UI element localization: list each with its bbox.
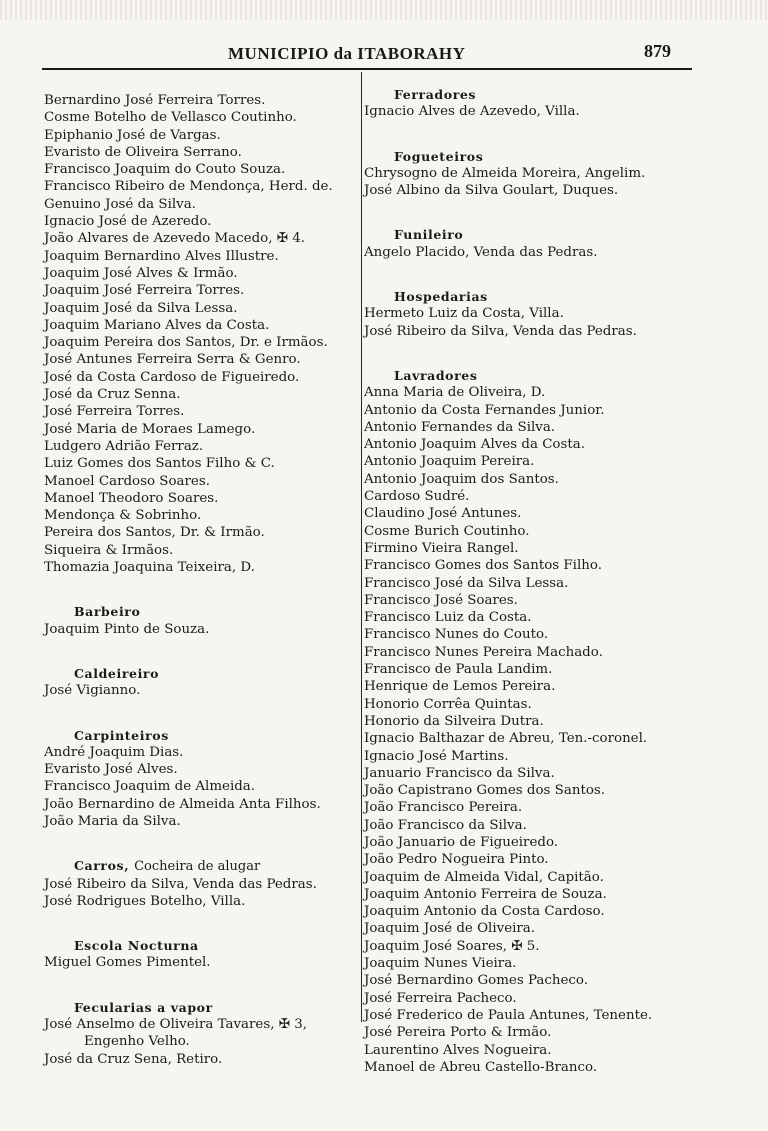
list-item: Claudino José Antunes. [364,506,522,522]
list-item: Hermeto Luiz da Costa, Villa. [364,306,564,322]
list-item: José Rodrigues Botelho, Villa. [44,893,246,909]
section-heading-fecularias: Fecularias a vapor [74,999,213,1015]
list-item-continuation: Engenho Velho. [84,1034,190,1050]
list-item: João Francisco da Silva. [364,817,527,833]
list-item: Honorio Corrêa Quintas. [364,696,532,712]
header-rule [42,68,692,70]
list-item: Angelo Placido, Venda das Pedras. [364,244,598,260]
list-item: Francisco Nunes do Couto. [364,627,549,643]
list-item: Siqueira & Irmãos. [44,542,174,558]
section-heading-carpinteiros: Carpinteiros [74,727,169,743]
list-item: Francisco de Paula Landim. [364,662,553,678]
list-item: José Ferreira Torres. [44,404,185,420]
list-item: Henrique de Lemos Pereira. [364,679,556,695]
list-item: José Bernardino Gomes Pacheco. [364,973,588,989]
list-item: Francisco José Soares. [364,592,518,608]
list-item: Joaquim Bernardino Alves Illustre. [44,248,279,264]
page-number: 879 [644,41,671,61]
list-item: Francisco Luiz da Costa. [364,610,532,626]
list-item: José da Costa Cardoso de Figueiredo. [44,369,300,385]
list-item: Thomazia Joaquina Teixeira, D. [44,560,255,576]
list-item: José Anselmo de Oliveira Tavares, ✠ 3, [44,1017,307,1033]
list-item: João Pedro Nogueira Pinto. [364,852,549,868]
list-item: Ludgero Adrião Ferraz. [44,438,204,454]
list-item: Epiphanio José de Vargas. [44,127,221,143]
left-column [44,92,359,1068]
list-item: Evaristo de Oliveira Serrano. [44,144,242,160]
section-heading-hospedarias: Hospedarias [394,289,488,305]
list-item: Luiz Gomes dos Santos Filho & C. [44,456,275,472]
list-item: Firmino Vieira Rangel. [364,540,519,556]
list-item: José da Cruz Senna. [44,387,181,403]
section-heading-funileiro: Funileiro [394,227,464,243]
list-item: Manoel Cardoso Soares. [44,473,210,489]
list-item: Ignacio José de Azeredo. [44,214,212,230]
list-item: Ignacio José Martins. [364,748,509,764]
list-item: Francisco Joaquim do Couto Souza. [44,162,286,178]
list-item: Mendonça & Sobrinho. [44,508,202,524]
list-item: Joaquim José Soares, ✠ 5. [364,938,540,954]
list-item: João Capistrano Gomes dos Santos. [364,783,606,799]
section-heading-carros [44,857,359,875]
list-item: João Francisco Pereira. [364,800,523,816]
list-item: Francisco José da Silva Lessa. [364,575,569,591]
list-item: José da Cruz Sena, Retiro. [44,1051,223,1067]
list-item: Joaquim José de Oliveira. [364,921,536,937]
list-item: Manoel Theodoro Soares. [44,490,219,506]
list-item: José Ribeiro da Silva, Venda das Pedras. [364,323,637,339]
lavradores-list [364,384,704,1076]
list-item: Joaquim Mariano Alves da Costa. [44,317,270,333]
list-item: Cosme Botelho de Vellasco Coutinho. [44,110,297,126]
list-item: João Maria da Silva. [44,813,181,829]
list-item: Bernardino José Ferreira Torres. [44,93,266,108]
list-item: Joaquim Antonio Ferreira de Souza. [364,886,607,902]
scan-noise [0,0,768,20]
section-heading-lavradores: Lavradores [394,367,478,383]
list-item: Joaquim Pereira dos Santos, Dr. e Irmãos. [44,335,328,351]
list-item: Miguel Gomes Pimentel. [44,955,211,971]
list-item: José Albino da Silva Goulart, Duques. [364,183,619,199]
list-item: Francisco Gomes dos Santos Filho. [364,558,602,574]
list-item: Joaquim Nunes Vieira. [364,956,517,972]
column-divider [361,72,362,1022]
list-item: Antonio Fernandes da Silva. [364,419,556,435]
right-column [364,86,704,1076]
list-item: Antonio Joaquim dos Santos. [364,471,559,487]
list-item: Pereira dos Santos, Dr. & Irmão. [44,525,265,541]
page-title: MUNICIPIO da ITABORAHY [228,44,466,63]
list-item: Laurentino Alves Nogueira. [364,1042,552,1058]
list-item: Joaquim José Alves & Irmão. [44,265,238,281]
list-item: Genuino José da Silva. [44,196,196,212]
list-item: Antonio da Costa Fernandes Junior. [364,402,605,418]
list-item: José Vigianno. [44,683,141,699]
list-item: Ignacio Balthazar de Abreu, Ten.-coronel. [364,731,648,747]
list-item: Antonio Joaquim Alves da Costa. [364,437,585,453]
list-item: Manoel de Abreu Castello-Branco. [364,1059,598,1075]
section-heading-fogueteiros: Fogueteiros [394,148,484,164]
section-heading-barbeiro: Barbeiro [74,604,141,620]
list-item: Joaquim de Almeida Vidal, Capitão. [364,869,604,885]
list-item: André Joaquim Dias. [44,744,184,760]
list-item: Joaquim José da Silva Lessa. [44,300,238,316]
list-item: Francisco Joaquim de Almeida. [44,779,256,795]
list-item: José Ribeiro da Silva, Venda das Pedras. [44,876,317,892]
list-item: Antonio Joaquim Pereira. [364,454,535,470]
list-item: João Alvares de Azevedo Macedo, ✠ 4. [44,231,305,247]
carros-title: Carros, [74,858,130,874]
list-item: Anna Maria de Oliveira, D. [364,385,546,401]
list-item: Joaquim José Ferreira Torres. [44,283,245,299]
list-item: José Frederico de Paula Antunes, Tenente. [364,1007,653,1023]
list-item: Cosme Burich Coutinho. [364,523,530,539]
list-item: José Maria de Moraes Lamego. [44,421,256,437]
list-item: João Januario de Figueiredo. [364,834,559,850]
list-item: Francisco Ribeiro de Mendonça, Herd. de. [44,179,333,195]
list-item: Evaristo José Alves. [44,762,178,778]
section-heading-escola: Escola Nocturna [74,938,199,954]
section-heading-caldeireiro: Caldeireiro [74,665,160,681]
list-item: Francisco Nunes Pereira Machado. [364,644,603,660]
carros-subtitle: Cocheira de alugar [134,859,261,875]
resident-list [44,92,359,576]
list-item: José Antunes Ferreira Serra & Genro. [44,352,301,368]
section-heading-ferradores: Ferradores [394,87,477,102]
list-item: José Pereira Porto & Irmão. [364,1025,552,1041]
list-item: Ignacio Alves de Azevedo, Villa. [364,104,580,120]
list-item: Cardoso Sudré. [364,489,470,505]
list-item: João Bernardino de Almeida Anta Filhos. [44,796,321,812]
list-item: Januario Francisco da Silva. [364,765,555,781]
list-item: José Ferreira Pacheco. [364,990,517,1006]
list-item: Joaquim Pinto de Souza. [44,621,210,637]
list-item: Joaquim Antonio da Costa Cardoso. [364,904,605,920]
list-item: Honorio da Silveira Dutra. [364,713,544,729]
list-item: Chrysogno de Almeida Moreira, Angelim. [364,165,646,181]
